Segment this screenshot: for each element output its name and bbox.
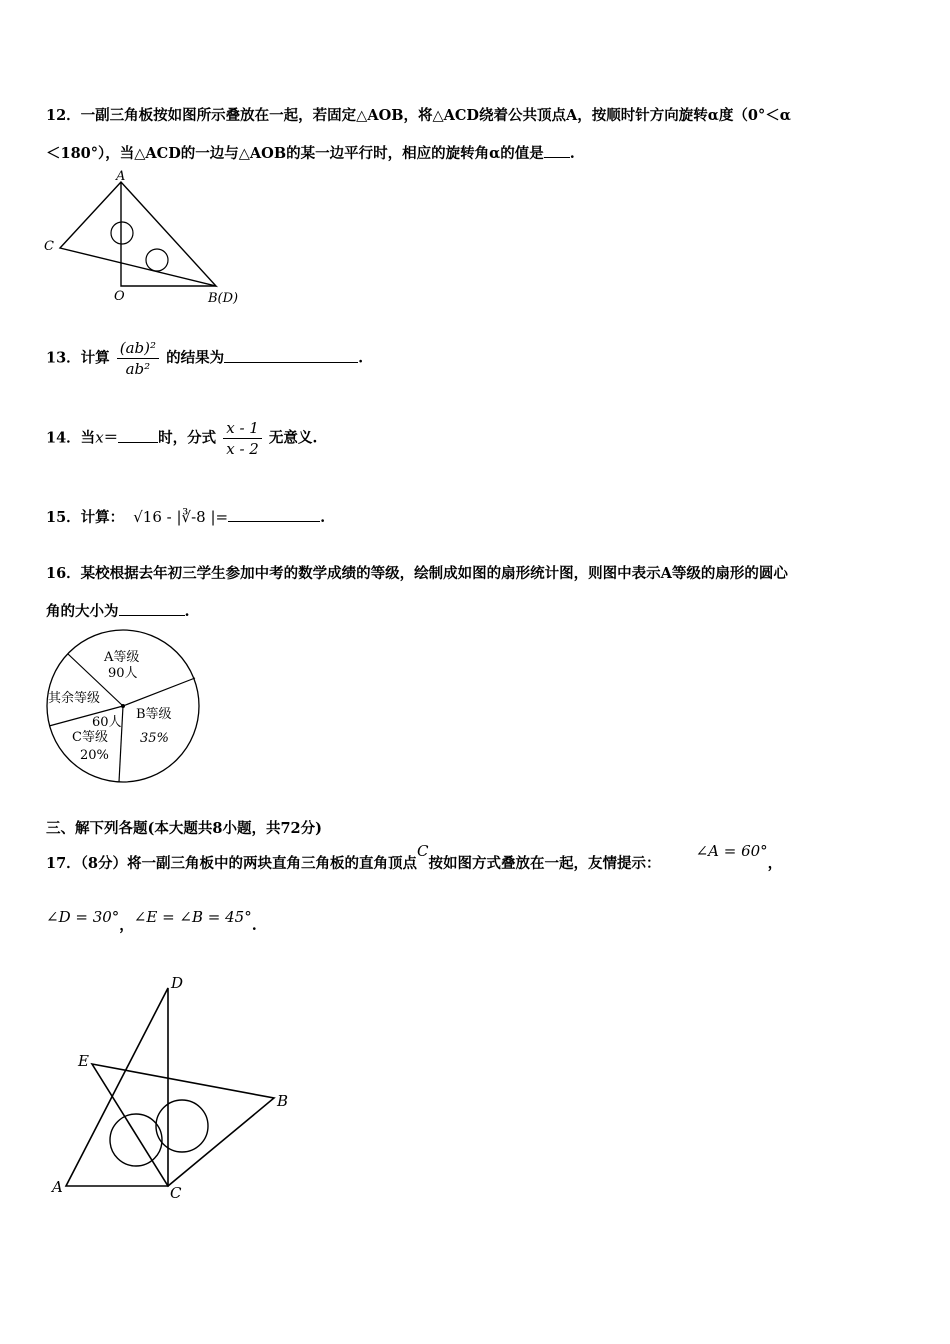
hole-circle [111, 222, 133, 244]
q15-answer-blank[interactable] [228, 507, 320, 522]
pie-b-label: B等级 [136, 707, 172, 722]
q13-answer-blank[interactable] [224, 348, 358, 363]
label-d: D [171, 974, 184, 992]
q17-line2 [46, 908, 257, 935]
pie-a-value: 90人 [108, 666, 138, 681]
q17-prefix: 17．（8分）将一副三角板中的两块直角三角板的直角顶点 [46, 855, 418, 872]
q14-mid: 时，分式 [158, 429, 217, 447]
q14-suffix: 无意义. [268, 429, 318, 447]
label-b: B [277, 1092, 289, 1110]
q17-figure [44, 968, 304, 1208]
pie-c-value: 20% [80, 748, 109, 763]
q12-line1: 12．一副三角板按如图所示叠放在一起，若固定△AOB，将△ACD绕着公共顶点A，按顺时针方向旋转α度（0°＜α [46, 107, 791, 124]
q17-end: . [251, 917, 257, 934]
q13-end: . [358, 349, 364, 367]
q16-line2-end: . [184, 603, 190, 620]
q14-fraction [223, 418, 262, 459]
q14-line [46, 418, 317, 459]
q17-comma-2: ， [119, 917, 134, 934]
q16-line1: 16．某校根据去年初三学生参加中考的数学成绩的等级，绘制成如图的扇形统计图，则图中表示A等级的扇形的圆心 [46, 565, 788, 582]
pie-b-value: 35% [140, 731, 169, 746]
q14-eq: ＝ [103, 429, 119, 447]
q14-answer-blank[interactable] [118, 428, 158, 443]
q15-prefix: 15．计算： [46, 509, 125, 526]
q17-vertex: C [417, 842, 429, 860]
label-c: C [44, 239, 54, 254]
pie-chart [44, 626, 204, 786]
q14-prefix: 14．当 [46, 429, 96, 447]
label-a: A [116, 169, 126, 184]
label-o: O [114, 289, 125, 304]
pie-c-label: C等级 [72, 730, 108, 745]
q17-angle-eb: ∠E = ∠B = 45° [133, 908, 252, 926]
q12-answer-blank[interactable] [544, 143, 570, 158]
q12-line2-text: ＜180°），当△ACD的一边与△AOB的某一边平行时，相应的旋转角α的值是 [46, 145, 544, 162]
pie-other-value: 60人 [92, 715, 122, 730]
q16-line2-text: 角的大小为 [46, 603, 119, 620]
q12-line2 [46, 142, 575, 163]
label-bd: B(D) [208, 291, 239, 306]
q16-line2 [46, 600, 190, 621]
hole-circle [156, 1100, 208, 1152]
q12-figure [40, 168, 255, 308]
label-c: C [170, 1184, 182, 1202]
q13-fraction [117, 338, 159, 379]
q15-line [46, 506, 325, 527]
q13-line [46, 338, 363, 379]
q17-line1 [46, 842, 783, 873]
section-3-title: 三、解下列各题(本大题共8小题，共72分) [46, 820, 322, 837]
hole-circle [110, 1114, 162, 1166]
q13-prefix: 13．计算 [46, 349, 110, 367]
q14-var: x [95, 428, 104, 447]
q17-comma: ， [767, 855, 783, 872]
label-a: A [52, 1178, 63, 1196]
q14-numerator: x - 1 [223, 418, 262, 439]
q15-expression: √16 - |∛-8 |= [133, 508, 229, 526]
q12-line2-end: . [569, 145, 575, 162]
pie-center [121, 704, 125, 708]
hole-circle [146, 249, 168, 271]
q16-answer-blank[interactable] [119, 601, 185, 616]
pie-a-label: A等级 [104, 650, 140, 665]
pie-divider [123, 678, 195, 706]
q14-denominator: x - 2 [226, 440, 259, 458]
q13-mid: 的结果为 [166, 349, 225, 367]
q15-end: . [320, 509, 326, 526]
pie-other-label: 其余等级 [48, 691, 101, 706]
q13-numerator: (ab)² [117, 338, 159, 359]
q17-angle-a: ∠A = 60° [695, 842, 768, 860]
triangle-acd [60, 182, 216, 286]
q17-mid: 按如图方式叠放在一起，友情提示： [428, 855, 661, 872]
triangle-acd [66, 988, 168, 1186]
q13-denominator: ab² [125, 360, 151, 378]
q17-angle-d: ∠D = 30° [46, 908, 120, 926]
label-e: E [78, 1052, 89, 1070]
